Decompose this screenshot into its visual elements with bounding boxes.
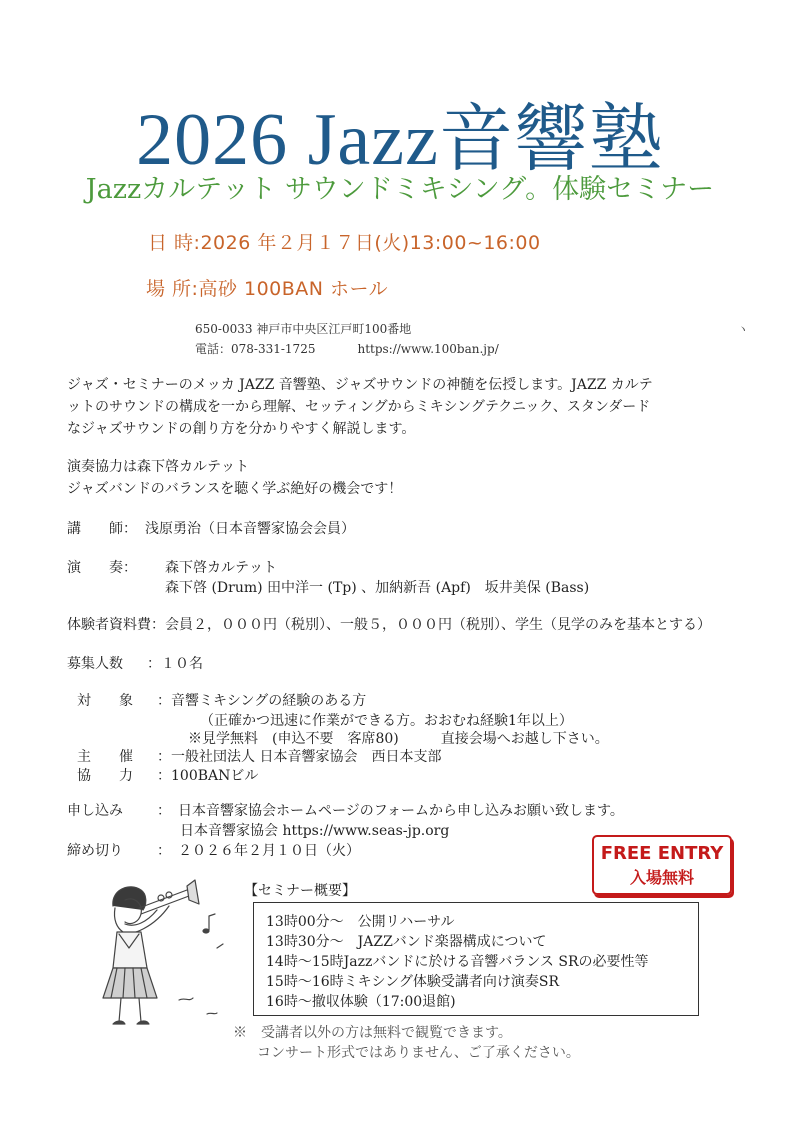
deadline-label: 締め切り bbox=[67, 843, 123, 859]
fee-value: 会員２，０００円（税別）、一般５，０００円（税別）、学生（見学のみを基本とする） bbox=[165, 617, 711, 633]
target-row bbox=[77, 690, 366, 710]
seminar-overview-heading: 【セミナー概要】 bbox=[244, 883, 356, 899]
deadline-value: ： ２０２６年２月１０日（火） bbox=[157, 843, 360, 859]
application-site-link[interactable]: 日本音響家協会 https://www.seas-jp.org bbox=[180, 823, 450, 839]
cooperation-line: ジャズバンドのバランスを聴く学ぶ絶好の機会です！ bbox=[67, 481, 403, 497]
support-value: ：100BANビル bbox=[157, 768, 259, 784]
stray-mark: ヽ bbox=[737, 322, 750, 336]
phone-number: 電話：078-331-1725 bbox=[195, 342, 316, 356]
schedule-row: 13時30分～ JAZZバンド楽器構成について bbox=[266, 934, 547, 950]
performer-label: 演 奏： bbox=[67, 560, 137, 576]
free-entry-jp-text: 入場無料 bbox=[629, 868, 694, 887]
target-note: （正確かつ迅速に作業ができる方。おおむね経験1年以上） bbox=[200, 713, 573, 729]
seminar-schedule-box bbox=[253, 902, 699, 1016]
venue-url-link[interactable]: https://www.100ban.jp/ bbox=[357, 342, 499, 356]
intro-line: ジャズ・セミナーのメッカ JAZZ 音響塾、ジャズサウンドの神髄を伝授します。JAZZ カルテ bbox=[67, 377, 653, 393]
footnote-line: コンサート形式ではありません、ご了承ください。 bbox=[257, 1045, 580, 1061]
cooperation-line: 演奏協力は森下啓カルテット bbox=[67, 459, 249, 475]
performer-row bbox=[67, 557, 277, 577]
capacity-label: 募集人数 bbox=[67, 656, 123, 672]
visit-note: ※見学無料 (申込不要 客席80) 直接会場へお越し下さい。 bbox=[188, 731, 609, 747]
address-contact bbox=[195, 340, 499, 357]
deadline-row bbox=[67, 840, 360, 860]
target-label: 対 象 bbox=[77, 693, 133, 709]
cooperation-note bbox=[67, 456, 402, 500]
free-entry-badge bbox=[592, 835, 732, 895]
datetime-row bbox=[148, 228, 541, 255]
organizer-row bbox=[77, 746, 441, 766]
place-value: 高砂 100BAN ホール bbox=[198, 278, 389, 300]
support-label: 協 力 bbox=[77, 768, 133, 784]
capacity-value: ：１０名 bbox=[147, 656, 203, 672]
organizer-value: ：一般社団法人 日本音響家協会 西日本支部 bbox=[157, 749, 442, 765]
fee-row bbox=[67, 614, 711, 634]
intro-line: なジャズサウンドの創り方を分かりやすく解説します。 bbox=[67, 421, 416, 437]
intro-paragraph bbox=[67, 374, 653, 440]
organizer-label: 主 催 bbox=[77, 749, 133, 765]
free-entry-text: FREE ENTRY bbox=[600, 843, 724, 864]
address-line: 650-0033 神戸市中央区江戸町100番地 bbox=[195, 322, 412, 336]
datetime-label: 日 時: bbox=[148, 232, 201, 254]
fee-label: 体験者資料費： bbox=[67, 617, 165, 633]
support-row bbox=[77, 765, 258, 785]
lecturer-value: 浅原勇治（日本音響家協会会員） bbox=[145, 521, 355, 537]
target-value: ：音響ミキシングの経験のある方 bbox=[157, 693, 367, 709]
lecturer-row bbox=[67, 518, 355, 538]
application-row bbox=[67, 800, 624, 820]
place-row bbox=[146, 274, 388, 301]
intro-line: ットのサウンドの構成を一から理解、セッティングからミキシングテクニック、スタンダード bbox=[67, 399, 651, 415]
trumpet-player-icon bbox=[95, 876, 245, 1036]
performer-members: 森下啓 (Drum) 田中洋一 (Tp) 、加納新吾 (Apf) 坂井美保 (Bass) bbox=[165, 580, 590, 596]
schedule-row: 16時～撤収体験（17:00退館) bbox=[266, 994, 456, 1010]
performer-value: 森下啓カルテット bbox=[165, 560, 277, 576]
page-subtitle: Jazzカルテット サウンドミキシング。体験セミナー bbox=[85, 174, 715, 205]
capacity-row bbox=[67, 653, 203, 673]
datetime-value: 2026 年２月１７日(火)13:00~16:00 bbox=[200, 232, 541, 254]
schedule-row: 15時～16時ミキシング体験受講者向け演奏SR bbox=[266, 974, 559, 990]
page-title: 2026 Jazz音響塾 bbox=[136, 99, 664, 181]
application-label: 申し込み bbox=[67, 803, 123, 819]
trumpet-player-illustration bbox=[95, 876, 245, 1036]
schedule-row: 13時00分～ 公開リハーサル bbox=[266, 914, 455, 930]
application-value: ： 日本音響家協会ホームページのフォームから申し込みお願い致します。 bbox=[157, 803, 624, 819]
footnote-line: ※ 受講者以外の方は無料で観覧できます。 bbox=[233, 1025, 512, 1041]
schedule-row: 14時～15時Jazzバンドに於ける音響バランス SRの必要性等 bbox=[266, 954, 649, 970]
lecturer-label: 講 師： bbox=[67, 521, 137, 537]
place-label: 場 所: bbox=[146, 278, 199, 300]
